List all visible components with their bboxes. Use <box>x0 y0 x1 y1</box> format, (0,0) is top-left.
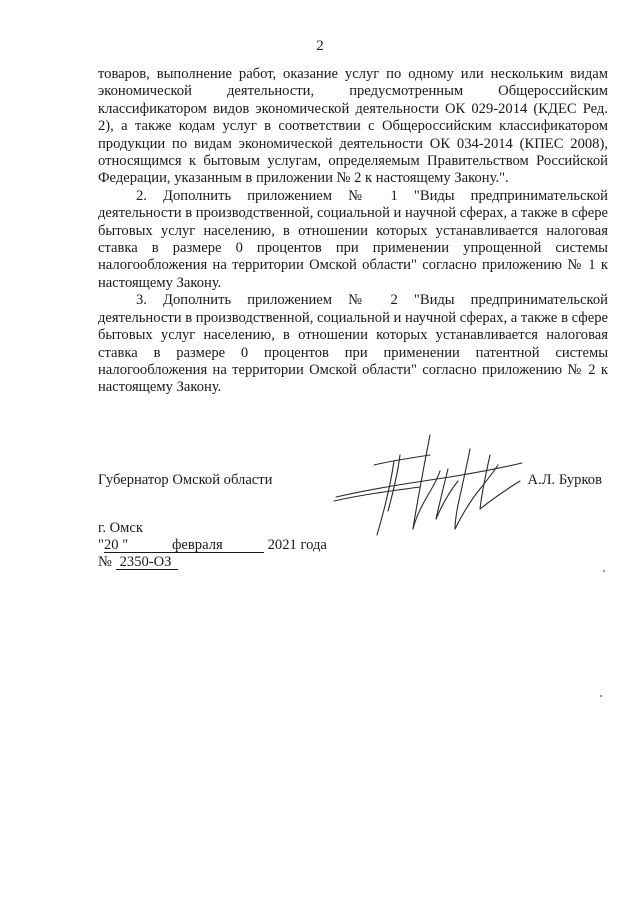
date-quote-open: " <box>98 537 104 553</box>
paragraph-item-2: 2. Дополнить приложением № 1 "Виды предпринимательской деятельности в производственной, социальной и научной сферах, а также в сфере бытовых услуг населению, в отношении которых устанавливается налоговая ставка в размере 0 процентов при применении упрощенной системы налогообложения на территории Омской области" согласно приложению № 1 к настоящему Закону. <box>98 187 608 291</box>
handwritten-signature <box>330 425 530 545</box>
paragraph-item-3: 3. Дополнить приложением № 2 "Виды предпринимательской деятельности в производственной, социальной и научной сферах, а также в сфере бытовых услуг населению, в отношении которых устанавливается налоговая ставка в размере 0 процентов при применении патентной системы налогообложения на территории Омской области" согласно приложению № 2 к настоящему Закону. <box>98 292 608 396</box>
governor-name: А.Л. Бурков <box>527 472 602 488</box>
number-line <box>98 554 327 571</box>
governor-title: Губернатор Омской области <box>98 472 273 488</box>
document-number: 2350-ОЗ <box>116 555 178 570</box>
scan-speck <box>603 570 605 572</box>
date-day: 20 " <box>104 538 148 553</box>
paragraph-continuation: товаров, выполнение работ, оказание услуг по одному или нескольким видам экономической деятельности, предусмотренным Общероссийским классификатором видов экономической деятельности ОК 029-2014 (КДЕС Ред. 2), а также кодам услуг в соответствии с Общероссийским классификатором продукции по видам экономической деятельности ОК 034-2014 (КПЕС 2008), относящимся к бытовым услугам, определяемым Правительством Российской Федерации, указанным в приложении № 2 к настоящему Закону.". <box>98 66 608 187</box>
date-year: 2021 года <box>267 537 327 553</box>
page-number: 2 <box>316 38 324 54</box>
place-name: г. Омск <box>98 520 143 536</box>
number-sign: № <box>98 554 112 570</box>
date-month: февраля <box>148 538 264 553</box>
document-body <box>98 66 608 397</box>
place-line <box>98 520 327 537</box>
date-line <box>98 537 327 554</box>
scan-speck <box>600 695 602 697</box>
place-date-block <box>98 520 327 571</box>
